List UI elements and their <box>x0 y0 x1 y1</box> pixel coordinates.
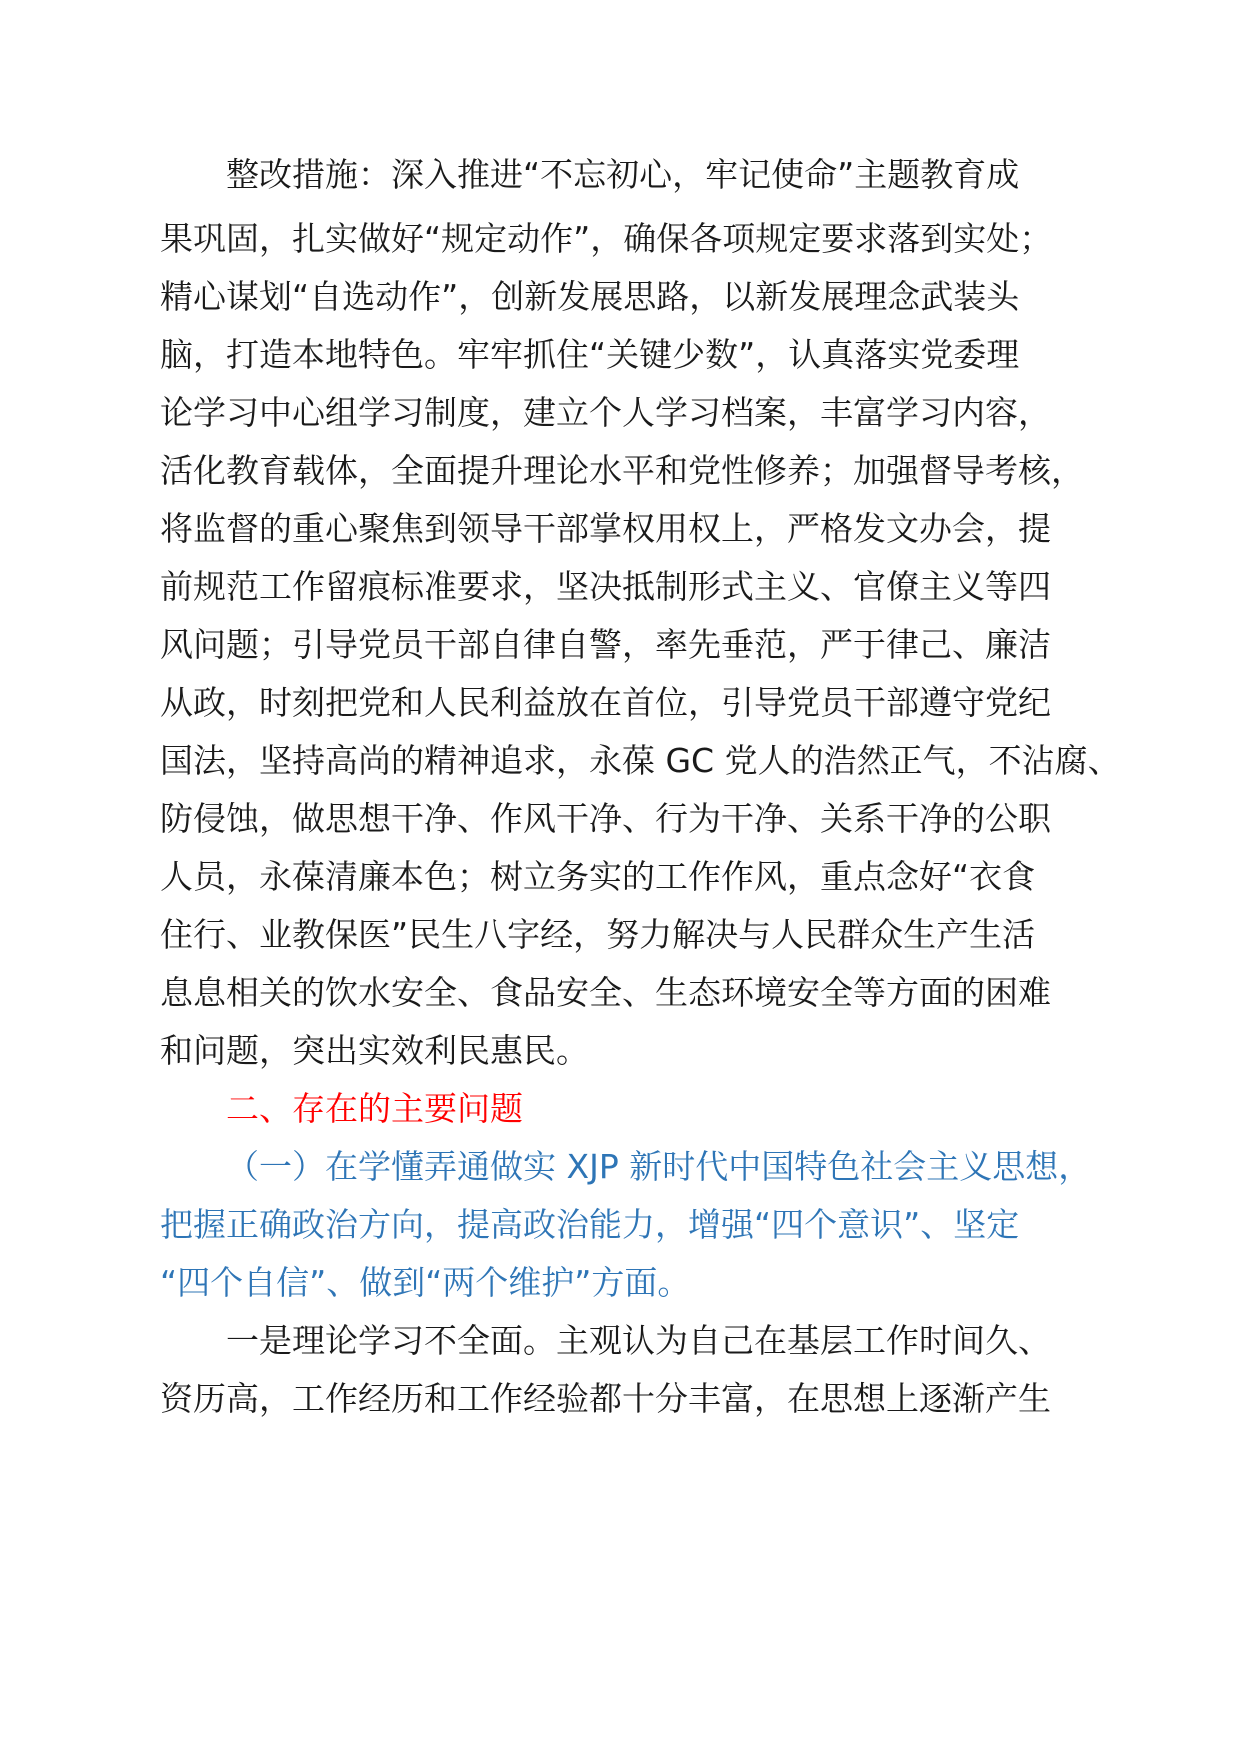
paragraph-line: 和问题，突出实效利民惠民。 <box>160 1031 589 1070</box>
paragraph-line: 息息相关的饮水安全、食品安全、生态环境安全等方面的困难 <box>160 973 1051 1012</box>
paragraph-line: 资历高，工作经历和工作经验都十分丰富，在思想上逐渐产生 <box>160 1379 1051 1418</box>
section-heading: 二、存在的主要问题 <box>226 1089 523 1128</box>
subsection-heading-line: “四个自信”、做到“两个维护”方面。 <box>160 1263 691 1302</box>
paragraph-line: 人员，永葆清廉本色；树立务实的工作作风，重点念好“衣食 <box>160 857 1036 896</box>
paragraph-line: 精心谋划“自选动作”，创新发展思路，以新发展理念武装头 <box>160 277 1020 316</box>
paragraph-line: 防侵蚀，做思想干净、作风干净、行为干净、关系干净的公职 <box>160 799 1051 838</box>
subsection-heading-line: （一）在学懂弄通做实 XJP 新时代中国特色社会主义思想， <box>226 1147 1092 1186</box>
paragraph-line: 风问题；引导党员干部自律自警，率先垂范，严于律己、廉洁 <box>160 625 1051 664</box>
paragraph-line: 果巩固，扎实做好“规定动作”，确保各项规定要求落到实处； <box>160 219 1053 258</box>
paragraph-line: 一是理论学习不全面。主观认为自己在基层工作时间久、 <box>226 1321 1051 1360</box>
paragraph-line: 从政，时刻把党和人民利益放在首位，引导党员干部遵守党纪 <box>160 683 1051 722</box>
paragraph-line: 将监督的重心聚焦到领导干部掌权用权上，严格发文办会，提 <box>160 509 1051 548</box>
paragraph-line: 前规范工作留痕标准要求，坚决抵制形式主义、官僚主义等四 <box>160 567 1051 606</box>
paragraph-line: 国法，坚持高尚的精神追求，永葆 GC 党人的浩然正气，不沾腐、 <box>160 741 1121 780</box>
paragraph-line: 脑，打造本地特色。牢牢抓住“关键少数”，认真落实党委理 <box>160 335 1020 374</box>
paragraph-line: 活化教育载体，全面提升理论水平和党性修养；加强督导考核， <box>160 451 1084 490</box>
paragraph-line: 论学习中心组学习制度，建立个人学习档案，丰富学习内容， <box>160 393 1051 432</box>
paragraph-line: 整改措施：深入推进“不忘初心，牢记使命”主题教育成 <box>226 155 1020 194</box>
paragraph-line: 住行、业教保医”民生八字经，努力解决与人民群众生产生活 <box>160 915 1036 954</box>
subsection-heading-line: 把握正确政治方向，提高政治能力，增强“四个意识”、坚定 <box>160 1205 1020 1244</box>
